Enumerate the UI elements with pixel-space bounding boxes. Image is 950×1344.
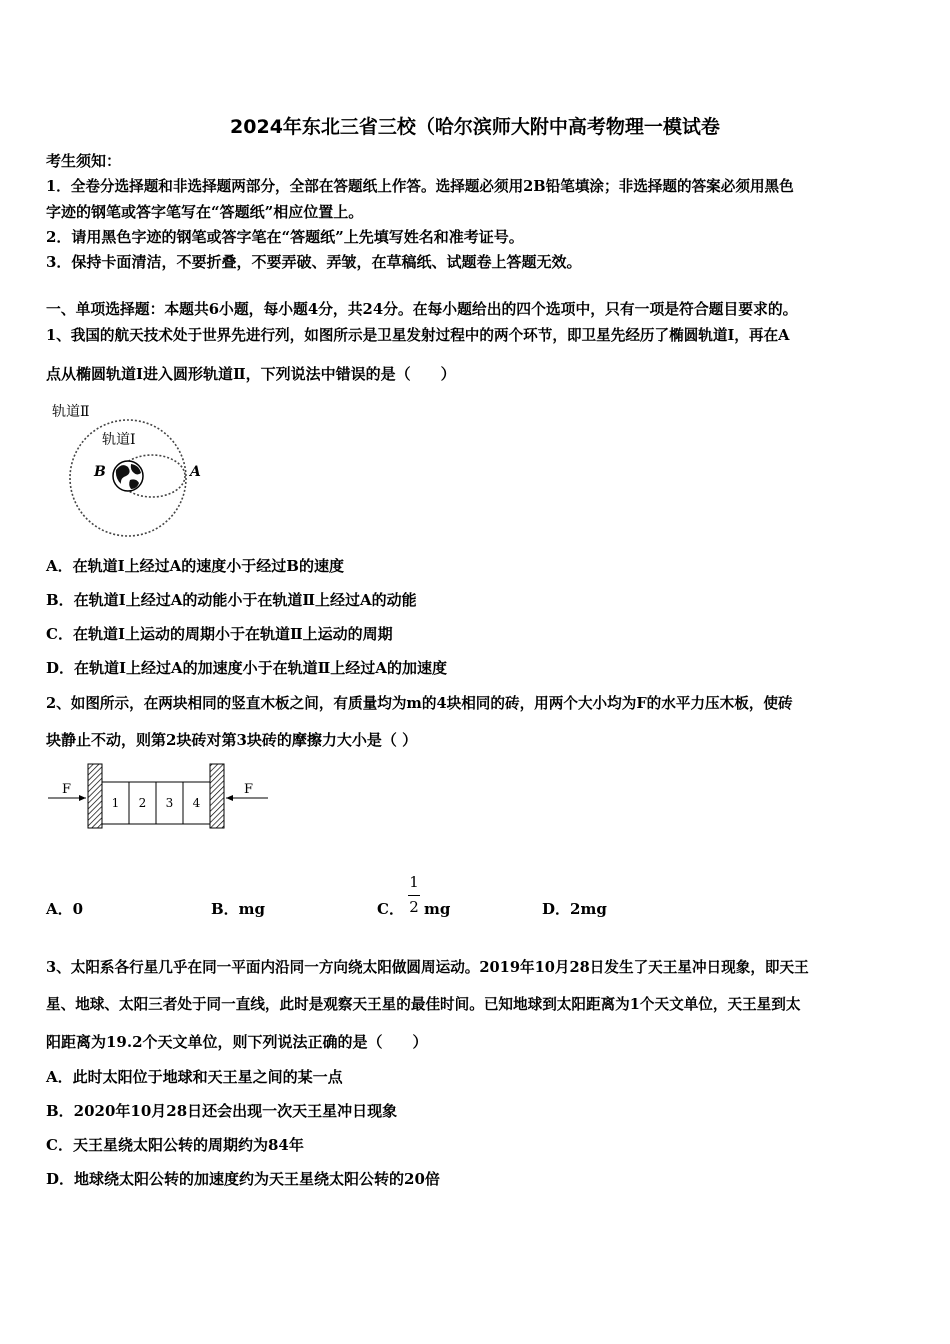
q1-option-c: C．在轨道I上运动的周期小于在轨道Ⅱ上运动的周期 <box>46 625 393 643</box>
q1-stem-line-2: 点从椭圆轨道I进入圆形轨道Ⅱ，下列说法中错误的是（ ） <box>46 365 456 383</box>
q3-option-a: A．此时太阳位于地球和天王星之间的某一点 <box>46 1068 343 1086</box>
q1-option-d: D．在轨道I上经过A的加速度小于在轨道Ⅱ上经过A的加速度 <box>46 659 447 677</box>
orbit-1-label: 轨道Ⅰ <box>102 432 136 448</box>
left-board <box>88 764 102 828</box>
force-right-arrowhead <box>226 795 233 801</box>
q2-option-c-suffix: mg <box>424 900 451 918</box>
q3-stem-line-2: 星、地球、太阳三者处于同一直线，此时是观察天王星的最佳时间。已知地球到太阳距离为1个天文单位，天王星到太 <box>46 996 801 1013</box>
q2-option-c-prefix: C． <box>377 900 404 918</box>
q1-option-a: A．在轨道I上经过A的速度小于经过B的速度 <box>46 557 344 575</box>
right-board <box>210 764 224 828</box>
section-heading: 一、单项选择题：本题共6小题，每小题4分，共24分。在每小题给出的四个选项中，只有一项是符合题目要求的。 <box>46 301 798 318</box>
q2-option-c-denominator: 2 <box>409 898 419 916</box>
force-left-label: F <box>62 782 72 797</box>
brick-1-label: 1 <box>111 796 120 810</box>
q2-option-b: B．mg <box>211 900 266 918</box>
force-right-label: F <box>244 782 254 797</box>
q1-stem-line-1: 1、我国的航天技术处于世界先进行列，如图所示是卫星发射过程中的两个环节，即卫星先经历了椭圆轨道I，再在A <box>46 327 790 344</box>
orbit-2-label: 轨道Ⅱ <box>52 404 90 420</box>
point-a-label: A <box>190 464 201 480</box>
notice-heading: 考生须知： <box>46 152 122 170</box>
q3-option-c: C．天王星绕太阳公转的周期约为84年 <box>46 1136 304 1154</box>
earth-icon <box>113 461 143 491</box>
q1-orbit-figure <box>46 398 216 538</box>
q3-stem-line-1: 3、太阳系各行星几乎在同一平面内沿同一方向绕太阳做圆周运动。2019年10月28日发生了天王星冲日现象，即天王 <box>46 959 809 976</box>
q3-stem-line-3: 阳距离为19.2个天文单位，则下列说法正确的是（ ） <box>46 1033 428 1051</box>
brick-4-label: 4 <box>192 796 201 810</box>
brick-2-label: 2 <box>138 796 147 810</box>
q1-option-b: B．在轨道I上经过A的动能小于在轨道Ⅱ上经过A的动能 <box>46 591 417 609</box>
q2-option-d: D．2mg <box>542 900 607 918</box>
q2-bricks-figure <box>46 760 276 840</box>
point-b-label: B <box>94 464 106 480</box>
q2-option-a: A．0 <box>46 900 84 918</box>
notice-line-4: 3．保持卡面清洁，不要折叠，不要弄破、弄皱，在草稿纸、试题卷上答题无效。 <box>46 253 582 271</box>
q2-stem-line-2: 块静止不动，则第2块砖对第3块砖的摩擦力大小是（ ） <box>46 731 418 749</box>
notice-line-1: 1．全卷分选择题和非选择题两部分，全部在答题纸上作答。选择题必须用2B铅笔填涂；非选择题的答案必须用黑色 <box>46 178 794 195</box>
q3-option-d: D．地球绕太阳公转的加速度约为天王星绕太阳公转的20倍 <box>46 1170 440 1188</box>
force-left-arrowhead <box>79 795 86 801</box>
exam-title: 2024年东北三省三校（哈尔滨师大附中高考物理一模试卷 <box>230 116 720 138</box>
notice-line-3: 2．请用黑色字迹的钢笔或答字笔在“答题纸”上先填写姓名和准考证号。 <box>46 228 524 246</box>
notice-line-2: 字迹的钢笔或答字笔写在“答题纸”相应位置上。 <box>46 203 364 221</box>
q2-option-c-numerator: 1 <box>409 873 419 891</box>
q3-option-b: B．2020年10月28日还会出现一次天王星冲日现象 <box>46 1102 398 1120</box>
q2-stem-line-1: 2、如图所示，在两块相同的竖直木板之间，有质量均为m的4块相同的砖，用两个大小均为F的水平力压木板，使砖 <box>46 695 793 712</box>
q2-option-c-fraction-bar <box>408 895 420 896</box>
brick-3-label: 3 <box>165 796 174 810</box>
